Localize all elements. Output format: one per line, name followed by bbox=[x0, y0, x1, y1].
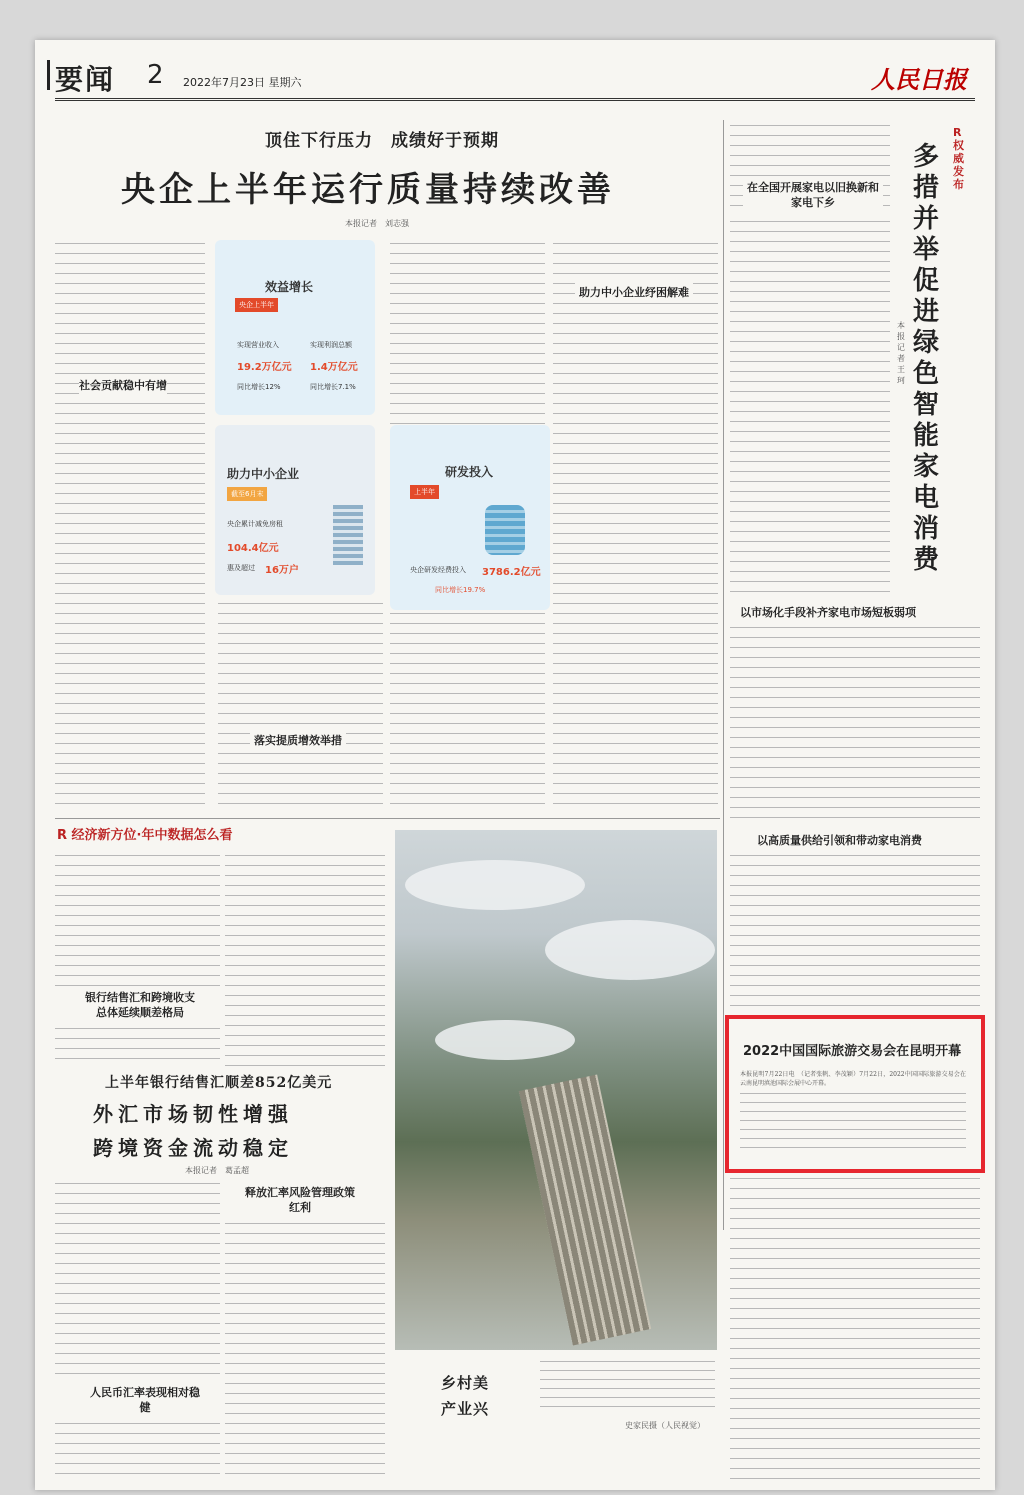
lead-subhead-1: 社会贡献稳中有增 bbox=[79, 375, 167, 395]
travel-headline: 2022中国国际旅游交易会在昆明开幕 bbox=[743, 1044, 962, 1059]
cloud-shape bbox=[545, 920, 715, 980]
econ-column-1 bbox=[55, 852, 220, 987]
issue-date: 2022年7月23日 星期六 bbox=[183, 76, 302, 89]
lead-column-2 bbox=[218, 600, 383, 810]
panel-profit-label-2: 实现利润总额 bbox=[310, 341, 352, 349]
right-subhead-1: 在全国开展家电以旧换新和家电下乡 bbox=[743, 180, 883, 210]
right-column-body-1 bbox=[730, 218, 890, 593]
right-byline: 本报记者 王珂 bbox=[897, 321, 913, 385]
right-column-bottom bbox=[730, 1175, 980, 1485]
travel-dateline: 本报昆明7月22日电 （记者张帆、李茂颖）7月22日，2022中国国际旅游交易会在云南昆明滇池国际会展中心开幕。 bbox=[740, 1071, 966, 1087]
right-column-body-3 bbox=[730, 852, 980, 1012]
right-subhead-2: 以市场化手段补齐家电市场短板弱项 bbox=[740, 606, 916, 619]
right-brand: R 权威发布 bbox=[953, 126, 964, 191]
fx-subhead-2: 人民币汇率表现相对稳健 bbox=[90, 1386, 200, 1414]
panel-profit-title: 效益增长 bbox=[265, 280, 314, 294]
fx-byline: 本报记者 葛孟超 bbox=[185, 1166, 249, 1175]
panel-sme-label-2: 惠及超过 bbox=[227, 564, 255, 572]
panel-profit-value-2: 1.4万亿元 bbox=[310, 362, 358, 373]
building-icon bbox=[333, 505, 363, 565]
column-rule bbox=[723, 120, 724, 1230]
panel-profit-value-1: 19.2万亿元 bbox=[237, 362, 292, 373]
panel-rnd-growth-1: 同比增长19.7% bbox=[435, 586, 486, 594]
panel-sme-value-2: 16万户 bbox=[265, 565, 299, 576]
panel-profit-tag: 央企上半年 bbox=[235, 298, 278, 312]
econ-column-1b bbox=[55, 1025, 220, 1065]
page-header bbox=[55, 56, 975, 101]
econ-column-2 bbox=[225, 852, 385, 1067]
page-number: 2 bbox=[147, 60, 164, 90]
panel-rnd-value-1: 3786.2亿元 bbox=[482, 567, 541, 578]
fx-kicker: 上半年银行结售汇顺差852亿美元 bbox=[105, 1075, 333, 1091]
panel-rnd-title: 研发投入 bbox=[445, 465, 494, 479]
right-vertical-headline: 多措并举促进绿色智能家电消费 bbox=[913, 142, 940, 575]
lead-kicker: 顶住下行压力 成绩好于预期 bbox=[265, 131, 499, 151]
lead-byline: 本报记者 刘志强 bbox=[345, 219, 409, 228]
village-photo bbox=[395, 830, 717, 1350]
panel-profit-growth-1: 同比增长12% bbox=[237, 383, 281, 391]
right-column-body-2 bbox=[730, 624, 980, 819]
right-subhead-3: 以高质量供给引领和带动家电消费 bbox=[757, 834, 922, 847]
lead-column-4 bbox=[553, 240, 718, 810]
panel-sme-tag: 截至6月末 bbox=[227, 487, 267, 501]
fx-headline-1: 外汇市场韧性增强 bbox=[93, 1102, 293, 1126]
lead-headline: 央企上半年运行质量持续改善 bbox=[121, 170, 615, 210]
lead-column-1 bbox=[55, 240, 205, 810]
panel-profit-growth-2: 同比增长7.1% bbox=[310, 383, 356, 391]
panel-profit-label-1: 实现营业收入 bbox=[237, 341, 279, 349]
section-rule bbox=[55, 818, 720, 819]
fx-subhead-1: 释放汇率风险管理政策红利 bbox=[245, 1186, 355, 1214]
panel-sme-value-1: 104.4亿元 bbox=[227, 543, 279, 554]
econ-brand: R 经济新方位·年中数据怎么看 bbox=[57, 828, 233, 843]
panel-sme-title: 助力中小企业 bbox=[227, 467, 300, 481]
newspaper-page bbox=[35, 40, 995, 1490]
coins-icon bbox=[485, 505, 525, 555]
econ-subhead: 银行结售汇和跨境收支总体延续顺差格局 bbox=[85, 991, 195, 1019]
panel-rnd-tag: 上半年 bbox=[410, 485, 439, 499]
fx-headline-2: 跨境资金流动稳定 bbox=[93, 1136, 293, 1160]
lead-subhead-2: 助力中小企业纾困解难 bbox=[575, 282, 693, 302]
fx-column-2 bbox=[225, 1220, 385, 1480]
panel-sme bbox=[215, 425, 375, 595]
panel-sme-label-1: 央企累计减免房租 bbox=[227, 520, 283, 528]
village-buildings bbox=[519, 1075, 651, 1346]
panel-rnd bbox=[390, 425, 550, 610]
cloud-shape bbox=[405, 860, 585, 910]
cloud-shape bbox=[435, 1020, 575, 1060]
panel-profit bbox=[215, 240, 375, 415]
photo-credit: 史家民摄（人民视觉） bbox=[625, 1421, 705, 1430]
masthead-logo: 人民日报 bbox=[871, 65, 967, 94]
panel-rnd-label-1: 央企研发经费投入 bbox=[410, 566, 466, 574]
photo-caption-text bbox=[540, 1358, 715, 1413]
travel-body bbox=[740, 1090, 966, 1155]
fx-column-1 bbox=[55, 1180, 220, 1380]
fx-column-1b bbox=[55, 1420, 220, 1480]
photo-caption-title: 乡村美 产业兴 bbox=[440, 1374, 489, 1418]
lead-subhead-3: 落实提质增效举措 bbox=[250, 730, 346, 750]
section-title: 要闻 bbox=[55, 58, 115, 98]
